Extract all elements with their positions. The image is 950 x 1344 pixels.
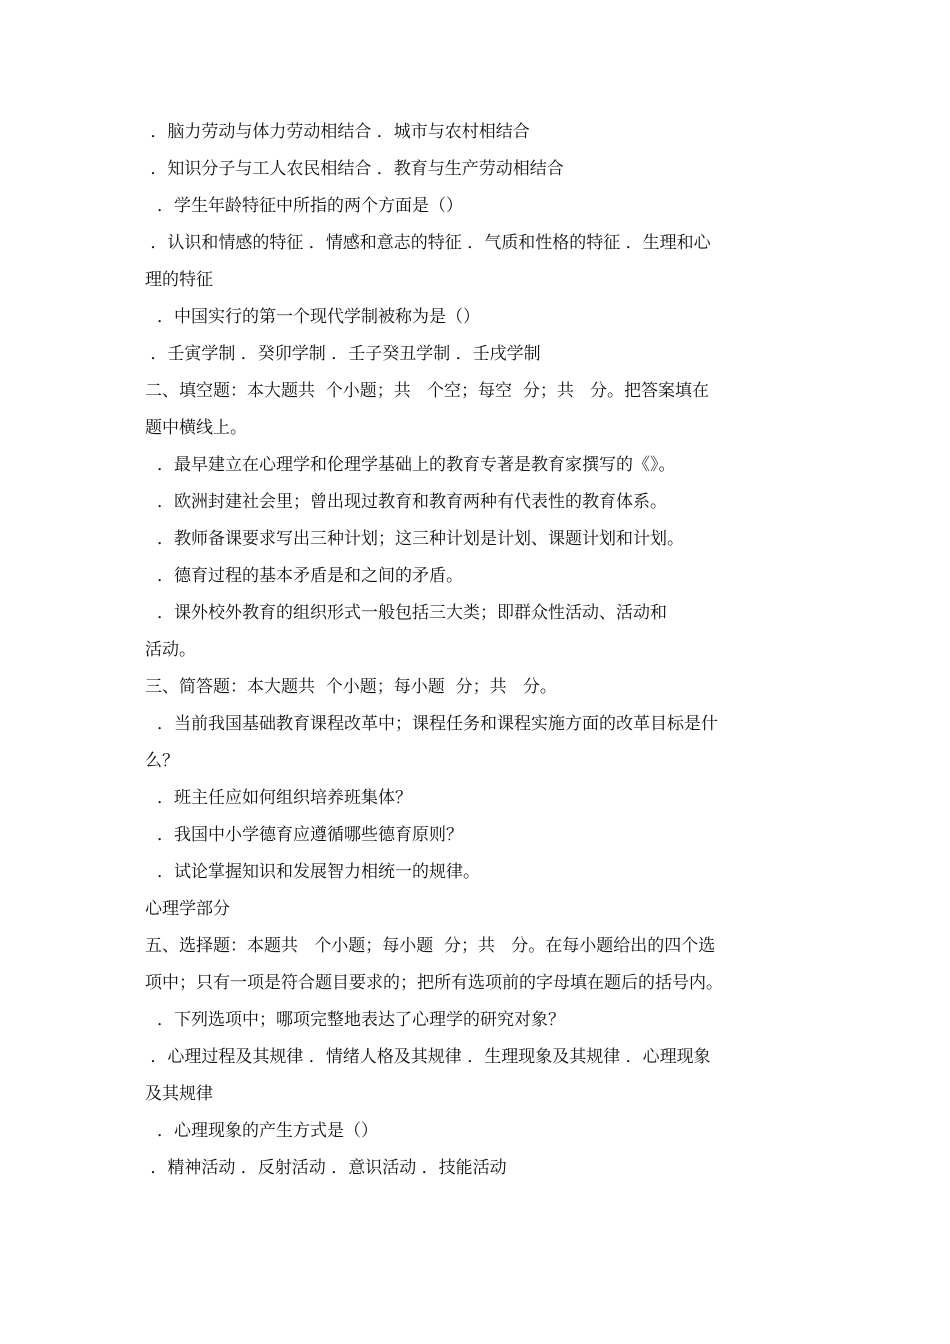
text-line-9: 题中横线上。 [145, 418, 247, 438]
text-line-15: 活动。 [145, 640, 196, 660]
question-line-17: ．当前我国基础教育课程改革中；课程任务和课程实施方面的改革目标是什 [157, 714, 718, 734]
text-line-24: 项中；只有一项是符合题目要求的；把所有选项前的字母填在题后的括号内。 [145, 973, 723, 993]
text-line-18: 么？ [145, 751, 179, 771]
question-line-19: ．班主任应如何组织培养班集体？ [157, 788, 412, 808]
text-line-2: ．知识分子与工人农民相结合 ．教育与生产劳动相结合 [145, 159, 564, 179]
text-line-5: 理的特征 [145, 270, 213, 290]
document-page [145, 114, 810, 1187]
text-line-1: ．脑力劳动与体力劳动相结合 ．城市与农村相结合 [145, 122, 530, 142]
question-line-13: ．德育过程的基本矛盾是和之间的矛盾。 [157, 566, 463, 586]
text-line-7: ．壬寅学制 ．癸卯学制 ．壬子癸丑学制 ．壬戌学制 [145, 344, 541, 364]
question-line-11: ．欧洲封建社会里；曾出现过教育和教育两种有代表性的教育体系。 [157, 492, 667, 512]
text-line-29: ．精神活动 ．反射活动 ．意识活动 ．技能活动 [145, 1158, 507, 1178]
section-heading-choice: 五、选择题：本题共 个小题；每小题 分；共 分。在每小题给出的四个选 [145, 936, 716, 956]
section-heading-short-answer: 三、简答题：本大题共 个小题；每小题 分；共 分。 [145, 677, 557, 697]
question-line-14: ．课外校外教育的组织形式一般包括三大类；即群众性活动、活动和 [157, 603, 667, 623]
text-line-27: 及其规律 [145, 1084, 213, 1104]
question-line-10: ．最早建立在心理学和伦理学基础上的教育专著是教育家撰写的《》。 [157, 455, 676, 475]
section-heading-psychology: 心理学部分 [145, 899, 230, 919]
question-line-12: ．教师备课要求写出三种计划；这三种计划是计划、课题计划和计划。 [157, 529, 684, 549]
question-line-21: ．试论掌握知识和发展智力相统一的规律。 [157, 862, 480, 882]
question-line-28: ．心理现象的产生方式是（） [157, 1121, 378, 1141]
question-line-25: ．下列选项中；哪项完整地表达了心理学的研究对象？ [157, 1010, 565, 1030]
section-heading-fill-blank: 二、填空题：本大题共 个小题；共 个空；每空 分；共 分。把答案填在 [145, 381, 710, 401]
question-line-6: ．中国实行的第一个现代学制被称为是（） [157, 307, 480, 327]
text-line-26: ．心理过程及其规律 ．情绪人格及其规律 ．生理现象及其规律 ．心理现象 [145, 1047, 711, 1067]
question-line-20: ．我国中小学德育应遵循哪些德育原则？ [157, 825, 463, 845]
question-line-3: ．学生年龄特征中所指的两个方面是（） [157, 196, 463, 216]
text-line-4: ．认识和情感的特征 ．情感和意志的特征 ．气质和性格的特征 ．生理和心 [145, 233, 711, 253]
